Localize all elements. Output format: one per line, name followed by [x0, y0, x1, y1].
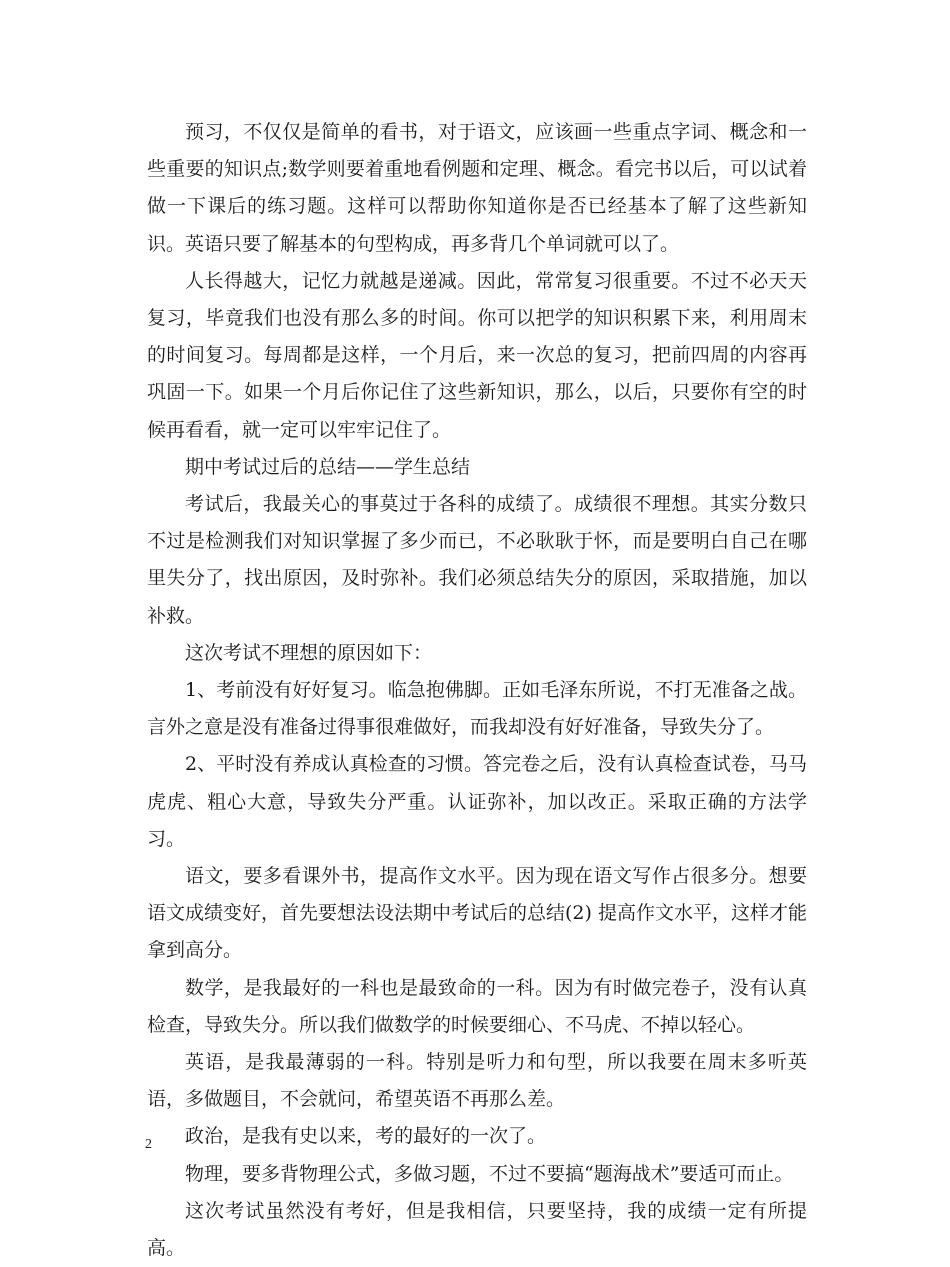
paragraph-reasons-intro: 这次考试不理想的原因如下：	[185, 641, 433, 664]
paragraph-physics: 物理，要多背物理公式，多做习题，不过不要搞“题海战术”要适可而止。	[185, 1162, 794, 1185]
paragraph-english: 英语，是我最薄弱的一科。特别是听力和句型，所以我要在周末多听英语，多做题目，不会就问，希望英语不再那么差。	[147, 1051, 807, 1111]
paragraph-after-exam: 考试后，我最关心的事莫过于各科的成绩了。成绩很不理想。其实分数只不过是检测我们对知识掌握了多少而已，不必耿耿于怀，而是要明白自己在哪里失分了，找出原因，及时弥补。我们必须总结失分的原因，采取措施，加以补救。	[147, 493, 807, 627]
paragraph-conclusion: 这次考试虽然没有考好，但是我相信，只要坚持，我的成绩一定有所提高。	[147, 1199, 807, 1260]
section-title: 期中考试过后的总结——学生总结	[185, 455, 471, 478]
document-body	[147, 114, 807, 1267]
page-number: 2	[145, 1137, 152, 1152]
paragraph-review: 人长得越大，记忆力就越是递减。因此，常常复习很重要。不过不必天天复习，毕竟我们也没有那么多的时间。你可以把学的知识积累下来，利用周末的时间复习。每周都是这样，一个月后，来一次总的复习，把前四周的内容再巩固一下。如果一个月后你记住了这些新知识，那么，以后，只要你有空的时候再看看，就一定可以牢牢记住了。	[147, 269, 807, 441]
paragraph-politics: 政治，是我有史以来，考的最好的一次了。	[185, 1125, 547, 1148]
paragraph-math: 数学，是我最好的一科也是最致命的一科。因为有时做完卷子，没有认真检查，导致失分。所以我们做数学的时候要细心、不马虎、不掉以轻心。	[147, 976, 807, 1036]
paragraph-reason-2: 2、平时没有养成认真检查的习惯。答完卷之后，没有认真检查试卷，马马虎虎、粗心大意，导致失分严重。认证弥补，加以改正。采取正确的方法学习。	[147, 753, 807, 850]
paragraph-preview: 预习，不仅仅是简单的看书，对于语文，应该画一些重点字词、概念和一些重要的知识点;数学则要着重地看例题和定理、概念。看完书以后，可以试着做一下课后的练习题。这样可以帮助你知道你是否已经基本了解了这些新知识。英语只要了解基本的句型构成，再多背几个单词就可以了。	[147, 121, 807, 255]
paragraph-chinese: 语文，要多看课外书，提高作文水平。因为现在语文写作占很多分。想要语文成绩变好，首先要想法设法期中考试后的总结(2) 提高作文水平，这样才能拿到高分。	[147, 865, 807, 962]
paragraph-reason-1: 1、考前没有好好复习。临急抱佛脚。正如毛泽东所说，不打无准备之战。言外之意是没有准备过得事很难做好，而我却没有好好准备，导致失分了。	[147, 679, 807, 739]
